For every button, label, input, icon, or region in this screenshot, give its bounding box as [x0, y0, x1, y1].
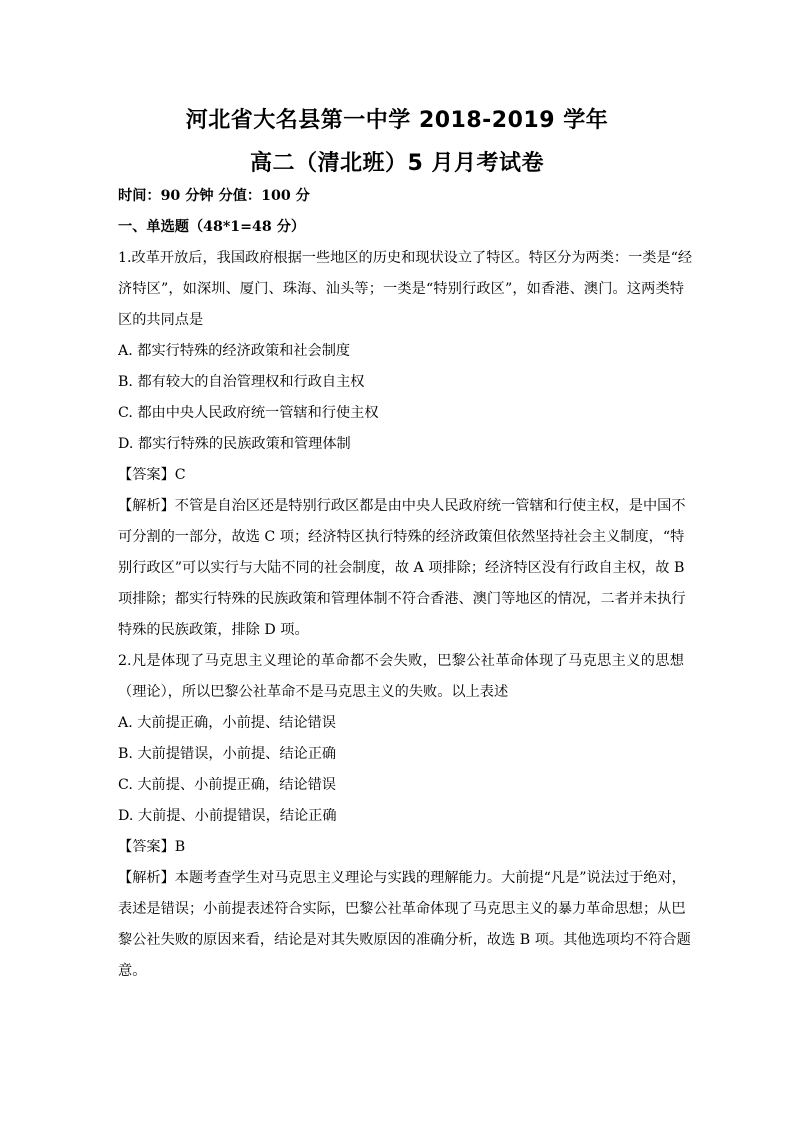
q1-stem-line: 区的共同点是: [118, 312, 204, 328]
q1-option-d: D. 都实行特殊的民族政策和管理体制: [118, 436, 351, 452]
q1-analysis-line: 可分割的一部分，故选 C 项；经济特区执行特殊的经济政策但依然坚持社会主义制度，“特: [118, 529, 685, 545]
q1-analysis-line: 项排除；都实行特殊的民族政策和管理体制不符合香港、澳门等地区的情况，二者并未执行: [118, 591, 686, 607]
q2-stem-line: （理论），所以巴黎公社革命不是马克思主义的失败。以上表述: [118, 684, 509, 700]
section-heading: 一、单选题（48*1=48 分）: [118, 219, 306, 235]
q2-analysis-line: 表述是错误；小前提表述符合实际，巴黎公社革命体现了马克思主义的暴力革命思想；从巴: [118, 901, 686, 917]
q1-analysis-line: 别行政区”可以实行与大陆不同的社会制度，故 A 项排除；经济特区没有行政自主权，故 B: [118, 560, 685, 576]
exam-meta: 时间：90 分钟 分值：100 分: [118, 188, 310, 204]
q2-option-c: C. 大前提、小前提正确，结论错误: [118, 777, 336, 793]
q1-option-c: C. 都由中央人民政府统一管辖和行使主权: [118, 405, 379, 421]
q1-option-a: A. 都实行特殊的经济政策和社会制度: [118, 343, 351, 359]
exam-title-line2: 高二（清北班）5 月月考试卷: [250, 151, 544, 176]
q1-answer: 【答案】C: [118, 467, 186, 483]
q2-option-a: A. 大前提正确，小前提、结论错误: [118, 715, 336, 731]
q2-stem-line: 2.凡是体现了马克思主义理论的革命都不会失败，巴黎公社革命体现了马克思主义的思想: [118, 653, 684, 669]
q2-analysis-line: 黎公社失败的原因来看，结论是对其失败原因的准确分析，故选 B 项。其他选项均不符合题: [118, 932, 691, 948]
q1-analysis-line: 【解析】不管是自治区还是特别行政区都是由中央人民政府统一管辖和行使主权，是中国不: [118, 498, 686, 514]
q2-answer: 【答案】B: [118, 839, 186, 855]
q1-analysis-line: 特殊的民族政策，排除 D 项。: [118, 622, 309, 638]
q1-stem-line: 济特区”，如深圳、厦门、珠海、汕头等；一类是“特别行政区”，如香港、澳门。这两类特: [118, 281, 684, 297]
q2-analysis-line: 意。: [118, 963, 147, 979]
exam-title-line1: 河北省大名县第一中学 2018-2019 学年: [185, 108, 609, 133]
q1-option-b: B. 都有较大的自治管理权和行政自主权: [118, 374, 365, 390]
q1-stem-line: 1.改革开放后，我国政府根据一些地区的历史和现状设立了特区。特区分为两类：一类是“经: [118, 250, 693, 266]
q2-option-d: D. 大前提、小前提错误，结论正确: [118, 808, 337, 824]
q2-analysis-line: 【解析】本题考查学生对马克思主义理论与实践的理解能力。大前提“凡是”说法过于绝对，: [118, 870, 686, 886]
q2-option-b: B. 大前提错误，小前提、结论正确: [118, 746, 337, 762]
